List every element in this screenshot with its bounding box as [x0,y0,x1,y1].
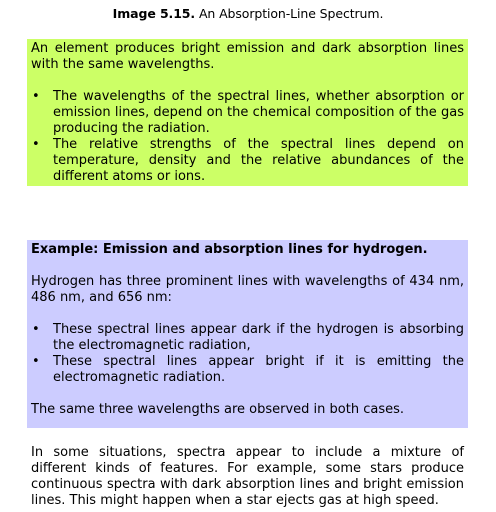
key-points-intro: An element produces bright emission and dark absorption lines with the same wavelengths. [31,41,464,72]
bullet-icon: • [32,89,40,104]
bullet-icon: • [32,137,40,152]
example-item-text: These spectral lines appear bright if it is emitting the electromagnetic radiation. [53,354,464,385]
example-box [27,240,468,428]
bullet-icon: • [32,322,40,337]
example-item [31,322,464,354]
closing-paragraph: In some situations, spectra appear to include a mixture of different kinds of features. For example, some stars produce continuous spectra with dark absorption lines and bright emission lines. This might happen when a star ejects gas at high speed. [31,445,464,508]
bullet-icon: • [32,354,40,369]
key-points-list [31,89,464,185]
example-intro: Hydrogen has three prominent lines with wavelengths of 434 nm, 486 nm, and 656 nm: [31,274,464,305]
example-list [31,322,464,386]
caption-label: Image 5.15. [112,6,196,21]
example-title: Example: Emission and absorption lines for hydrogen. [31,242,428,257]
key-point-item [31,89,464,137]
example-item-text: These spectral lines appear dark if the hydrogen is absorbing the electromagnetic radiation, [53,322,464,353]
key-point-text: The wavelengths of the spectral lines, whether absorption or emission lines, depend on the chemical composition of the gas producing the radiation. [53,89,464,136]
image-caption [0,6,496,22]
example-item [31,354,464,386]
example-conclusion: The same three wavelengths are observed in both cases. [31,402,405,417]
key-point-item [31,137,464,185]
key-point-text: The relative strengths of the spectral lines depend on temperature, density and the relative abundances of the different atoms or ions. [53,137,464,184]
caption-text: An Absorption-Line Spectrum. [198,6,384,21]
key-points-box [27,39,468,186]
